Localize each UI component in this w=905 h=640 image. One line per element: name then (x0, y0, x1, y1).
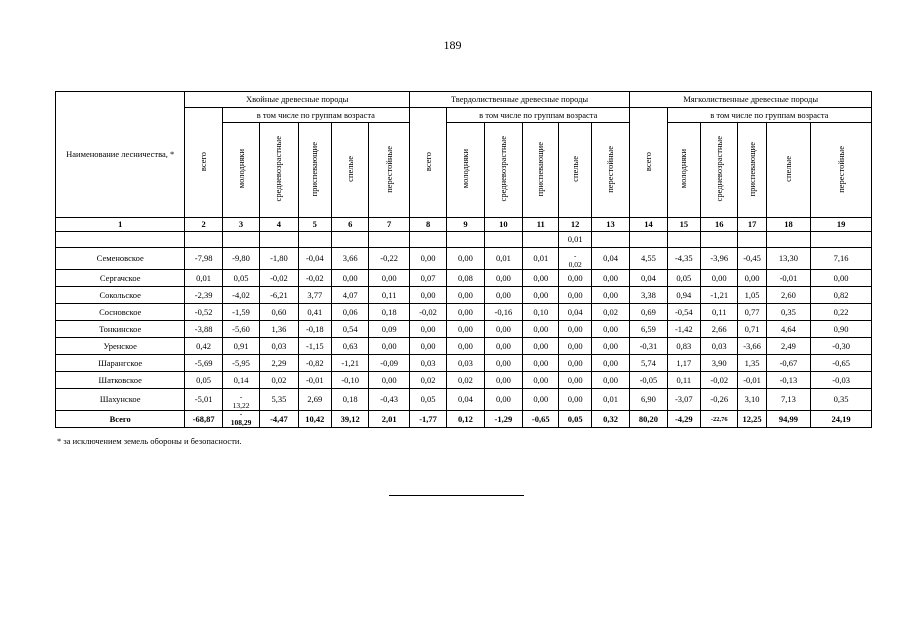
table-cell: 13,30 (766, 248, 810, 270)
column-number: 16 (701, 218, 738, 232)
col-age-maturing: приспевающие (298, 123, 331, 218)
table-cell: 2,49 (766, 338, 810, 355)
table-cell: 0,42 (185, 338, 222, 355)
row-name: Всего (56, 411, 185, 428)
table-cell: 7,16 (811, 248, 872, 270)
col-age-middle: средневозрастные (701, 123, 738, 218)
table-cell: -0,26 (701, 389, 738, 411)
table-cell: -1,80 (260, 248, 298, 270)
table-cell: -6,21 (260, 287, 298, 304)
table-cell: 0,35 (811, 389, 872, 411)
table-cell: 0,11 (667, 372, 700, 389)
table-cell: -1,15 (298, 338, 331, 355)
table-cell: 1,05 (738, 287, 766, 304)
table-cell: -0,52 (185, 304, 222, 321)
table-cell: -0,02 (298, 270, 331, 287)
col-age-overmature: перестойные (811, 123, 872, 218)
table-cell: -22,76 (701, 411, 738, 428)
column-number: 7 (369, 218, 409, 232)
table-cell: 0,91 (222, 338, 259, 355)
table-cell: 1,36 (260, 321, 298, 338)
table-cell: 0,00 (447, 287, 484, 304)
column-number: 9 (447, 218, 484, 232)
table-cell: 0,03 (447, 355, 484, 372)
col-age-young: молодняки (222, 123, 259, 218)
col-total-3: всего (630, 108, 667, 218)
table-cell: 0,83 (667, 338, 700, 355)
table-cell: -3,96 (701, 248, 738, 270)
table-cell: 0,04 (447, 389, 484, 411)
table-cell: 0,01 (591, 389, 629, 411)
table-cell: 1,17 (667, 355, 700, 372)
table-cell: 0,00 (559, 287, 591, 304)
table-cell: 0,05 (409, 389, 446, 411)
table-cell: -0,30 (811, 338, 872, 355)
table-cell: 0,00 (559, 355, 591, 372)
col-age-mature: спелые (331, 123, 368, 218)
table-cell: 0,12 (447, 411, 484, 428)
table-cell: 0,00 (484, 338, 522, 355)
table-cell: 0,00 (484, 270, 522, 287)
table-cell: -0,54 (667, 304, 700, 321)
row-name: Уренское (56, 338, 185, 355)
table-cell: -0,02 (260, 270, 298, 287)
table-cell: 0,05 (667, 270, 700, 287)
table-cell: -0,09 (369, 355, 409, 372)
col-age-middle: средневозрастные (484, 123, 522, 218)
column-number: 11 (523, 218, 559, 232)
table-cell: 0,11 (701, 304, 738, 321)
table-cell: -0,67 (766, 355, 810, 372)
table-cell: 0,00 (369, 338, 409, 355)
group-header-coniferous: Хвойные древесные породы (185, 92, 409, 108)
column-number: 14 (630, 218, 667, 232)
table-cell: 6,90 (630, 389, 667, 411)
table-cell: 0,18 (369, 304, 409, 321)
table-cell: 0,07 (409, 270, 446, 287)
table-cell: 0,01 (484, 248, 522, 270)
table-cell: 4,55 (630, 248, 667, 270)
table-cell: 80,20 (630, 411, 667, 428)
table-cell: -1,21 (331, 355, 368, 372)
table-cell: 10,42 (298, 411, 331, 428)
table-cell: -1,21 (701, 287, 738, 304)
row-name: Шахунское (56, 389, 185, 411)
table-cell: 0,00 (484, 355, 522, 372)
row-name: Сосновское (56, 304, 185, 321)
table-cell: -5,60 (222, 321, 259, 338)
table-cell: 0,09 (369, 321, 409, 338)
table-cell: -1,59 (222, 304, 259, 321)
table-row (56, 355, 872, 372)
table-cell: 0,04 (559, 304, 591, 321)
table-cell: 0,00 (591, 338, 629, 355)
table-cell: -1,77 (409, 411, 446, 428)
table-cell: 0,00 (409, 287, 446, 304)
table-cell: 94,99 (766, 411, 810, 428)
row-name: Тонкинское (56, 321, 185, 338)
table-cell: 2,29 (260, 355, 298, 372)
table-cell: 0,00 (447, 248, 484, 270)
table-cell: 0,10 (523, 304, 559, 321)
table-cell: -0,03 (811, 372, 872, 389)
table-cell: -0,16 (484, 304, 522, 321)
column-number: 2 (185, 218, 222, 232)
column-number: 12 (559, 218, 591, 232)
table-cell: 0,35 (766, 304, 810, 321)
table-cell: 0,32 (591, 411, 629, 428)
table-cell: 5,35 (260, 389, 298, 411)
table-cell: 2,01 (369, 411, 409, 428)
table-cell: 0,00 (811, 270, 872, 287)
col-age-mature: спелые (559, 123, 591, 218)
table-cell: 0,77 (738, 304, 766, 321)
table-cell: -3,66 (738, 338, 766, 355)
table-cell: 0,00 (559, 338, 591, 355)
column-number: 10 (484, 218, 522, 232)
table-cell: 12,25 (738, 411, 766, 428)
table-row (56, 270, 872, 287)
table-cell: 0,00 (484, 287, 522, 304)
table-cell: 0,00 (591, 287, 629, 304)
table-cell: -5,95 (222, 355, 259, 372)
table-cell: 0,11 (369, 287, 409, 304)
table-cell: 0,82 (811, 287, 872, 304)
table-cell: 0,02 (260, 372, 298, 389)
table-cell: -0,04 (298, 248, 331, 270)
table-cell: 0,04 (591, 248, 629, 270)
table-cell: -2,39 (185, 287, 222, 304)
table-cell: -0,01 (298, 372, 331, 389)
col-age-overmature: перестойные (591, 123, 629, 218)
empty-row (56, 232, 872, 248)
table-cell: 0,00 (591, 355, 629, 372)
table-cell: -4,02 (222, 287, 259, 304)
col-age-maturing: приспевающие (523, 123, 559, 218)
table-cell: 3,66 (331, 248, 368, 270)
table-cell: -3,88 (185, 321, 222, 338)
column-number: 3 (222, 218, 259, 232)
table-cell: -0,18 (298, 321, 331, 338)
table-cell: 0,14 (222, 372, 259, 389)
table-cell: 0,00 (523, 287, 559, 304)
table-cell: 4,64 (766, 321, 810, 338)
table-cell: 0,00 (559, 372, 591, 389)
table-row (56, 338, 872, 355)
table-row (56, 411, 872, 428)
row-name: Шарангское (56, 355, 185, 372)
table-cell: 2,69 (298, 389, 331, 411)
col-age-mature: спелые (766, 123, 810, 218)
table-cell: 0,00 (484, 321, 522, 338)
table-cell: 0,00 (484, 372, 522, 389)
table-cell: -0,65 (811, 355, 872, 372)
extra-top-value: 0,01 (559, 232, 591, 248)
table-cell: 0,00 (331, 270, 368, 287)
table-cell: 0,00 (369, 372, 409, 389)
column-number: 6 (331, 218, 368, 232)
table-cell: 0,02 (591, 304, 629, 321)
table-cell: 0,03 (409, 355, 446, 372)
table-cell: 0,54 (331, 321, 368, 338)
table-cell: 5,74 (630, 355, 667, 372)
table-cell: 0,01 (523, 248, 559, 270)
table-cell: 39,12 (331, 411, 368, 428)
table-cell: 2,66 (701, 321, 738, 338)
table-cell: 0,02 (409, 372, 446, 389)
col-age-young: молодняки (667, 123, 700, 218)
table-cell: -3,07 (667, 389, 700, 411)
table-cell: -1,29 (484, 411, 522, 428)
table-cell: 3,10 (738, 389, 766, 411)
row-name: Шатковское (56, 372, 185, 389)
table-cell: 0,69 (630, 304, 667, 321)
page-number: 189 (443, 38, 462, 52)
header-row-groups (56, 92, 872, 108)
table-cell: 0,00 (591, 270, 629, 287)
table-cell: 0,00 (409, 321, 446, 338)
table-cell: -0,13 (766, 372, 810, 389)
row-name: Сокольское (56, 287, 185, 304)
table-cell: -7,98 (185, 248, 222, 270)
table-cell: 3,90 (701, 355, 738, 372)
table-row (56, 372, 872, 389)
col-age-overmature: перестойные (369, 123, 409, 218)
table-cell: 0,00 (409, 248, 446, 270)
table-cell: 0,41 (298, 304, 331, 321)
subgroup-header-2: в том числе по группам возраста (447, 108, 630, 123)
table-cell: 0,18 (331, 389, 368, 411)
table-cell: 2,60 (766, 287, 810, 304)
table-cell: -0,10 (331, 372, 368, 389)
col-age-maturing: приспевающие (738, 123, 766, 218)
column-number: 8 (409, 218, 446, 232)
table-cell: -4,47 (260, 411, 298, 428)
table-cell: 3,77 (298, 287, 331, 304)
table-cell: 0,00 (523, 338, 559, 355)
table-cell: 0,02 (447, 372, 484, 389)
table-cell: -0,01 (766, 270, 810, 287)
table-cell: -5,69 (185, 355, 222, 372)
table-cell: 0,00 (738, 270, 766, 287)
table-cell: 0,03 (260, 338, 298, 355)
table-cell: -0,02 (409, 304, 446, 321)
table-cell: 6,59 (630, 321, 667, 338)
table-cell: 0,00 (523, 270, 559, 287)
table-cell: 0,05 (222, 270, 259, 287)
table-cell: -0,82 (298, 355, 331, 372)
subgroup-header-3: в том числе по группам возраста (667, 108, 871, 123)
table-cell: 0,05 (185, 372, 222, 389)
table-row (56, 304, 872, 321)
subgroup-header-1: в том числе по группам возраста (222, 108, 409, 123)
col-total-1: всего (185, 108, 222, 218)
group-header-hardwood: Твердолиственные древесные породы (409, 92, 629, 108)
col-total-2: всего (409, 108, 446, 218)
column-number-row (56, 218, 872, 232)
table-cell: - 0,02 (559, 248, 591, 270)
column-number: 18 (766, 218, 810, 232)
col-age-young: молодняки (447, 123, 484, 218)
table-cell: -0,05 (630, 372, 667, 389)
table-cell: -0,22 (369, 248, 409, 270)
table-cell: 0,00 (523, 372, 559, 389)
table-cell: 0,00 (523, 321, 559, 338)
table-cell: 0,00 (591, 321, 629, 338)
table-cell: -0,02 (701, 372, 738, 389)
table-cell: -0,45 (738, 248, 766, 270)
column-number: 5 (298, 218, 331, 232)
table-cell: -1,42 (667, 321, 700, 338)
table-row (56, 321, 872, 338)
table-cell: -68,87 (185, 411, 222, 428)
column-number: 15 (667, 218, 700, 232)
table-cell: -0,31 (630, 338, 667, 355)
table-cell: 0,00 (447, 304, 484, 321)
table-cell: 0,00 (701, 270, 738, 287)
table-cell: 0,63 (331, 338, 368, 355)
column-number: 13 (591, 218, 629, 232)
table-cell: 0,71 (738, 321, 766, 338)
column-number: 4 (260, 218, 298, 232)
table-cell: 0,94 (667, 287, 700, 304)
column-number: 19 (811, 218, 872, 232)
table-cell: 0,03 (701, 338, 738, 355)
table-cell: 0,00 (447, 338, 484, 355)
table-cell: -4,29 (667, 411, 700, 428)
table-cell: 0,06 (331, 304, 368, 321)
table-cell: 0,00 (447, 321, 484, 338)
table-cell: 0,00 (591, 372, 629, 389)
row-name: Семеновское (56, 248, 185, 270)
table-row (56, 389, 872, 411)
group-header-softwood: Мягколиственные древесные породы (630, 92, 872, 108)
table-cell: -5,01 (185, 389, 222, 411)
table-cell: 0,00 (559, 270, 591, 287)
table-cell: 24,19 (811, 411, 872, 428)
table-cell: 3,38 (630, 287, 667, 304)
forest-data-table (55, 91, 872, 428)
table-cell: 0,01 (185, 270, 222, 287)
table-cell: -0,65 (523, 411, 559, 428)
table-cell: 0,00 (523, 355, 559, 372)
table-cell: 0,22 (811, 304, 872, 321)
table-cell: 0,00 (409, 338, 446, 355)
table-cell: 0,00 (559, 321, 591, 338)
table-cell: 0,60 (260, 304, 298, 321)
table-cell: -0,43 (369, 389, 409, 411)
column-number: 1 (56, 218, 185, 232)
table-cell: 0,08 (447, 270, 484, 287)
table-cell: 7,13 (766, 389, 810, 411)
table-cell: 0,90 (811, 321, 872, 338)
table-cell: 0,00 (369, 270, 409, 287)
table-cell: -9,80 (222, 248, 259, 270)
table-cell: -4,35 (667, 248, 700, 270)
table-cell: -0,01 (738, 372, 766, 389)
table-cell: 1,35 (738, 355, 766, 372)
table-cell: 4,07 (331, 287, 368, 304)
table-row (56, 248, 872, 270)
footnote: * за исключением земель обороны и безопасности. (57, 436, 242, 446)
divider-line (389, 495, 524, 496)
row-name: Сергачское (56, 270, 185, 287)
table-cell: - 13,22 (222, 389, 259, 411)
table-row (56, 287, 872, 304)
table-cell: 0,00 (559, 389, 591, 411)
table-cell: 0,00 (484, 389, 522, 411)
name-header: Наименование лесничества, * (56, 92, 185, 218)
col-age-middle: средневозрастные (260, 123, 298, 218)
table-cell: 0,04 (630, 270, 667, 287)
table-cell: - 108,29 (222, 411, 259, 428)
table-cell: 0,00 (523, 389, 559, 411)
table-cell: 0,05 (559, 411, 591, 428)
column-number: 17 (738, 218, 766, 232)
